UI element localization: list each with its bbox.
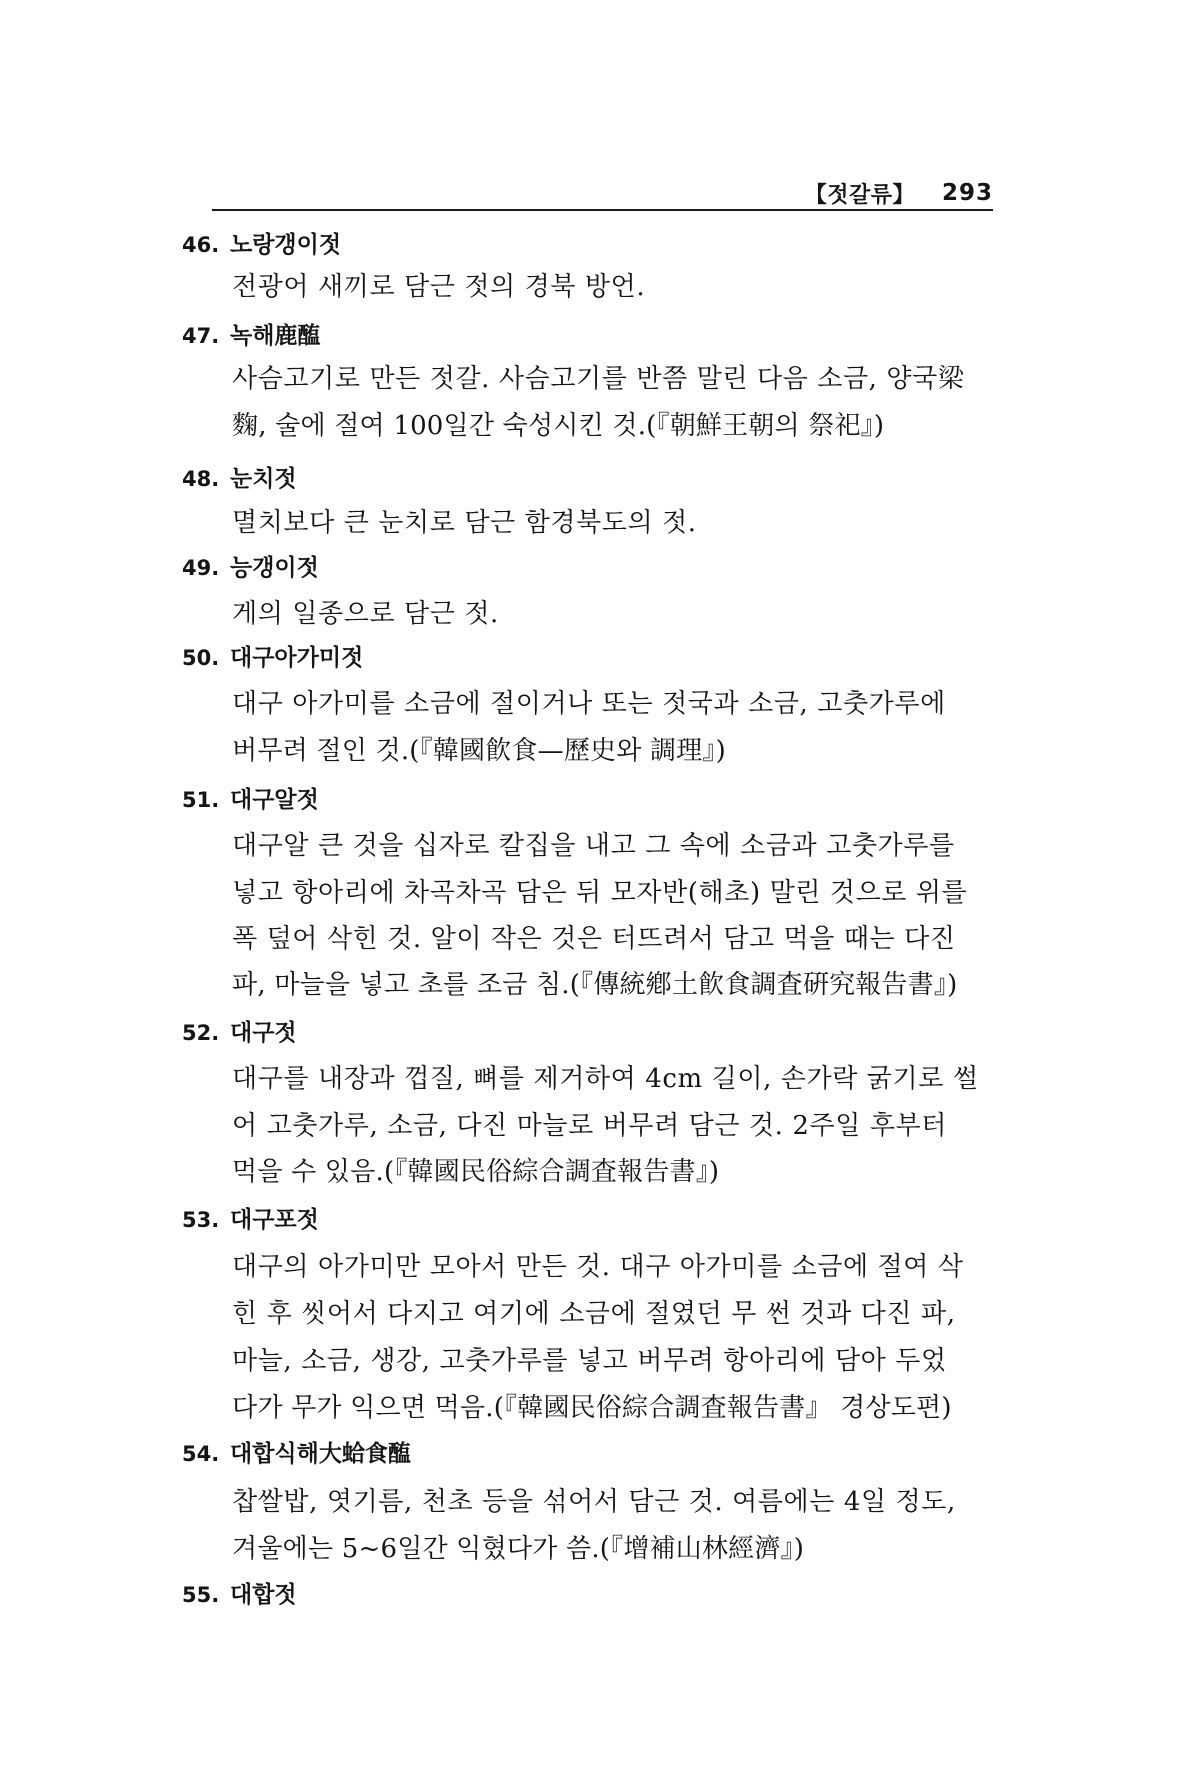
entry-text-47-line-1: 사슴고기로 만든 젓갈. 사슴고기를 반쯤 말린 다음 소금, 양국梁 <box>232 364 965 394</box>
entry-title-49 <box>182 549 319 589</box>
section-title: 【젓갈류】 <box>804 183 915 208</box>
entry-number: 47. <box>182 324 220 348</box>
entry-number: 51. <box>182 788 220 812</box>
entry-number: 55. <box>182 1583 220 1607</box>
entry-text-51-line-1: 대구알 큰 것을 십자로 칼집을 내고 그 속에 소금과 고춧가루를 <box>232 831 955 861</box>
entry-name: 대구알젓 <box>230 787 319 813</box>
entry-text-54-line-2: 겨울에는 5~6일간 익혔다가 씀.(『增補山林經濟』) <box>232 1534 805 1564</box>
entry-text-49-line-1: 게의 일종으로 담근 젓. <box>232 599 499 629</box>
entry-text-53-line-2: 힌 후 씻어서 다지고 여기에 소금에 절였던 무 썬 것과 다진 파, <box>232 1299 956 1329</box>
entry-title-48 <box>182 460 297 500</box>
entry-number: 52. <box>182 1021 220 1045</box>
entry-number: 50. <box>182 646 220 670</box>
entry-text-46-line-1: 전광어 새끼로 담근 젓의 경북 방언. <box>232 272 646 302</box>
page-header <box>212 178 993 212</box>
entry-text-47-line-2: 麴, 술에 절여 100일간 숙성시킨 것.(『朝鮮王朝의 祭祀』) <box>232 411 885 441</box>
header-divider <box>212 209 993 211</box>
entry-title-46 <box>182 226 341 266</box>
entry-text-50-line-2: 버무려 절인 것.(『韓國飮食—歷史와 調理』) <box>232 736 726 766</box>
entry-title-47 <box>182 317 320 357</box>
entry-title-53 <box>182 1201 319 1241</box>
page-number: 293 <box>941 180 993 206</box>
entry-text-51-line-2: 넣고 항아리에 차곡차곡 담은 뒤 모자반(해초) 말린 것으로 위를 <box>232 878 968 908</box>
entry-text-51-line-3: 폭 덮어 삭힌 것. 알이 작은 것은 터뜨려서 담고 먹을 때는 다진 <box>232 924 956 954</box>
entry-name: 대구아가미젓 <box>230 645 364 671</box>
entry-name: 대구포젓 <box>230 1207 319 1233</box>
entry-number: 54. <box>182 1442 220 1466</box>
entry-name: 능갱이젓 <box>230 555 319 581</box>
entry-text-52-line-2: 어 고춧가루, 소금, 다진 마늘로 버무려 담근 것. 2주일 후부터 <box>232 1111 947 1141</box>
entry-name: 눈치젓 <box>230 466 297 492</box>
entry-title-51 <box>182 781 319 821</box>
entry-title-50 <box>182 639 363 679</box>
entry-name: 노랑갱이젓 <box>230 232 342 258</box>
entry-text-53-line-3: 마늘, 소금, 생강, 고춧가루를 넣고 버무려 항아리에 담아 두었 <box>232 1346 947 1376</box>
entry-text-52-line-1: 대구를 내장과 껍질, 뼈를 제거하여 4cm 길이, 손가락 굵기로 썰 <box>232 1064 979 1094</box>
entry-number: 48. <box>182 467 220 491</box>
entry-title-54 <box>182 1435 411 1475</box>
entry-title-52 <box>182 1014 297 1054</box>
entry-title-55 <box>182 1576 297 1616</box>
entry-text-53-line-1: 대구의 아가미만 모아서 만든 것. 대구 아가미를 소금에 절여 삭 <box>232 1252 964 1282</box>
entry-text-48-line-1: 멸치보다 큰 눈치로 담근 함경북도의 젓. <box>232 508 697 538</box>
entry-number: 49. <box>182 556 220 580</box>
entry-number: 46. <box>182 233 220 257</box>
entry-name: 녹해鹿醢 <box>230 323 321 349</box>
entry-text-54-line-1: 찹쌀밥, 엿기름, 천초 등을 섞어서 담근 것. 여름에는 4일 정도, <box>232 1487 956 1517</box>
entry-text-52-line-3: 먹을 수 있음.(『韓國民俗綜合調査報告書』) <box>232 1157 720 1187</box>
entry-text-50-line-1: 대구 아가미를 소금에 절이거나 또는 젓국과 소금, 고춧가루에 <box>232 689 946 719</box>
entry-name: 대합젓 <box>230 1582 297 1608</box>
entry-name: 대구젓 <box>230 1020 297 1046</box>
entry-number: 53. <box>182 1208 220 1232</box>
entry-text-51-line-4: 파, 마늘을 넣고 초를 조금 침.(『傳統鄕土飮食調査硏究報告書』) <box>232 970 958 1000</box>
entry-name: 대합식해大蛤食醢 <box>230 1441 411 1467</box>
entry-text-53-line-4: 다가 무가 익으면 먹음.(『韓國民俗綜合調査報告書』 경상도편) <box>232 1393 952 1423</box>
